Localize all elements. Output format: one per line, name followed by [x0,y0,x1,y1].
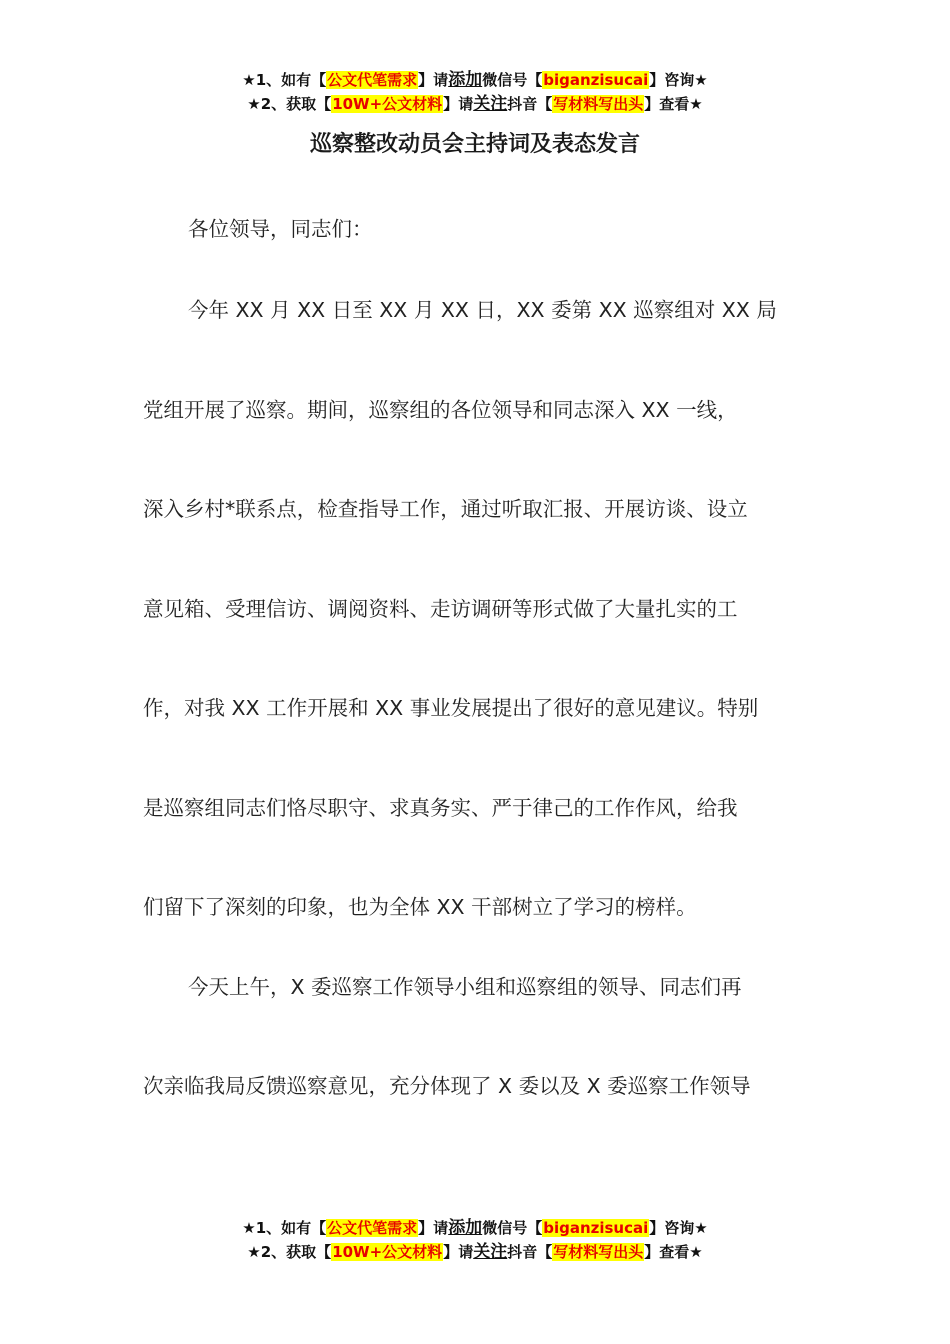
emphasis-follow: 关注 [473,1242,508,1262]
banner-text: 】查看★ [644,1243,703,1261]
body-line: 今天上午，X 委巡察工作领导小组和巡察组的领导、同志们再 [188,975,742,999]
highlight-materials: 10W+公文材料 [332,1243,443,1261]
banner-text: 】请 [418,71,449,89]
highlight-service: 公文代笔需求 [327,1219,418,1237]
emphasis-add: 添加 [448,1218,483,1238]
highlight-wechat-id: biganzisucai [543,71,649,89]
highlight-wechat-id: biganzisucai [543,1219,649,1237]
banner-text: 】咨询★ [649,1219,708,1237]
banner-text: 】请 [443,95,474,113]
banner-text: 抖音【 [507,1243,553,1261]
banner-text: 】查看★ [644,95,703,113]
footer-banner [0,1216,950,1264]
body-line: 党组开展了巡察。期间，巡察组的各位领导和同志深入 XX 一线， [143,398,738,422]
body-line: 作，对我 XX 工作开展和 XX 事业发展提出了很好的意见建议。特别 [143,696,759,720]
banner-text: ★1、如有【 [242,71,327,89]
banner-text: 微信号【 [482,71,543,89]
body-line: 是巡察组同志们恪尽职守、求真务实、严于律己的工作作风，给我 [143,796,738,820]
banner-text: 】咨询★ [649,71,708,89]
body-line: 今年 XX 月 XX 日至 XX 月 XX 日，XX 委第 XX 巡察组对 XX 局 [188,298,777,322]
banner-text: ★1、如有【 [242,1219,327,1237]
banner-text: 】请 [443,1243,474,1261]
banner-line-1 [0,1216,950,1240]
body-line: 意见箱、受理信访、调阅资料、走访调研等形式做了大量扎实的工 [143,597,738,621]
banner-text: ★2、获取【 [247,1243,332,1261]
emphasis-add: 添加 [448,70,483,90]
highlight-service: 公文代笔需求 [327,71,418,89]
body-line: 次亲临我局反馈巡察意见，充分体现了 X 委以及 X 委巡察工作领导 [143,1074,751,1098]
banner-line-2 [0,1240,950,1264]
document-title: 巡察整改动员会主持词及表态发言 [309,132,640,157]
body-line: 深入乡村*联系点，检查指导工作，通过听取汇报、开展访谈、设立 [143,497,748,521]
highlight-douyin-id: 写材料写出头 [553,1243,644,1261]
emphasis-follow: 关注 [473,94,508,114]
banner-text: 】请 [418,1219,449,1237]
banner-text: 微信号【 [482,1219,543,1237]
banner-line-2 [0,92,950,116]
banner-text: ★2、获取【 [247,95,332,113]
body-line: 们留下了深刻的印象，也为全体 XX 干部树立了学习的榜样。 [143,895,697,919]
highlight-douyin-id: 写材料写出头 [553,95,644,113]
banner-line-1 [0,68,950,92]
highlight-materials: 10W+公文材料 [332,95,443,113]
header-banner [0,68,950,116]
salutation-line: 各位领导，同志们： [188,217,373,241]
banner-text: 抖音【 [507,95,553,113]
